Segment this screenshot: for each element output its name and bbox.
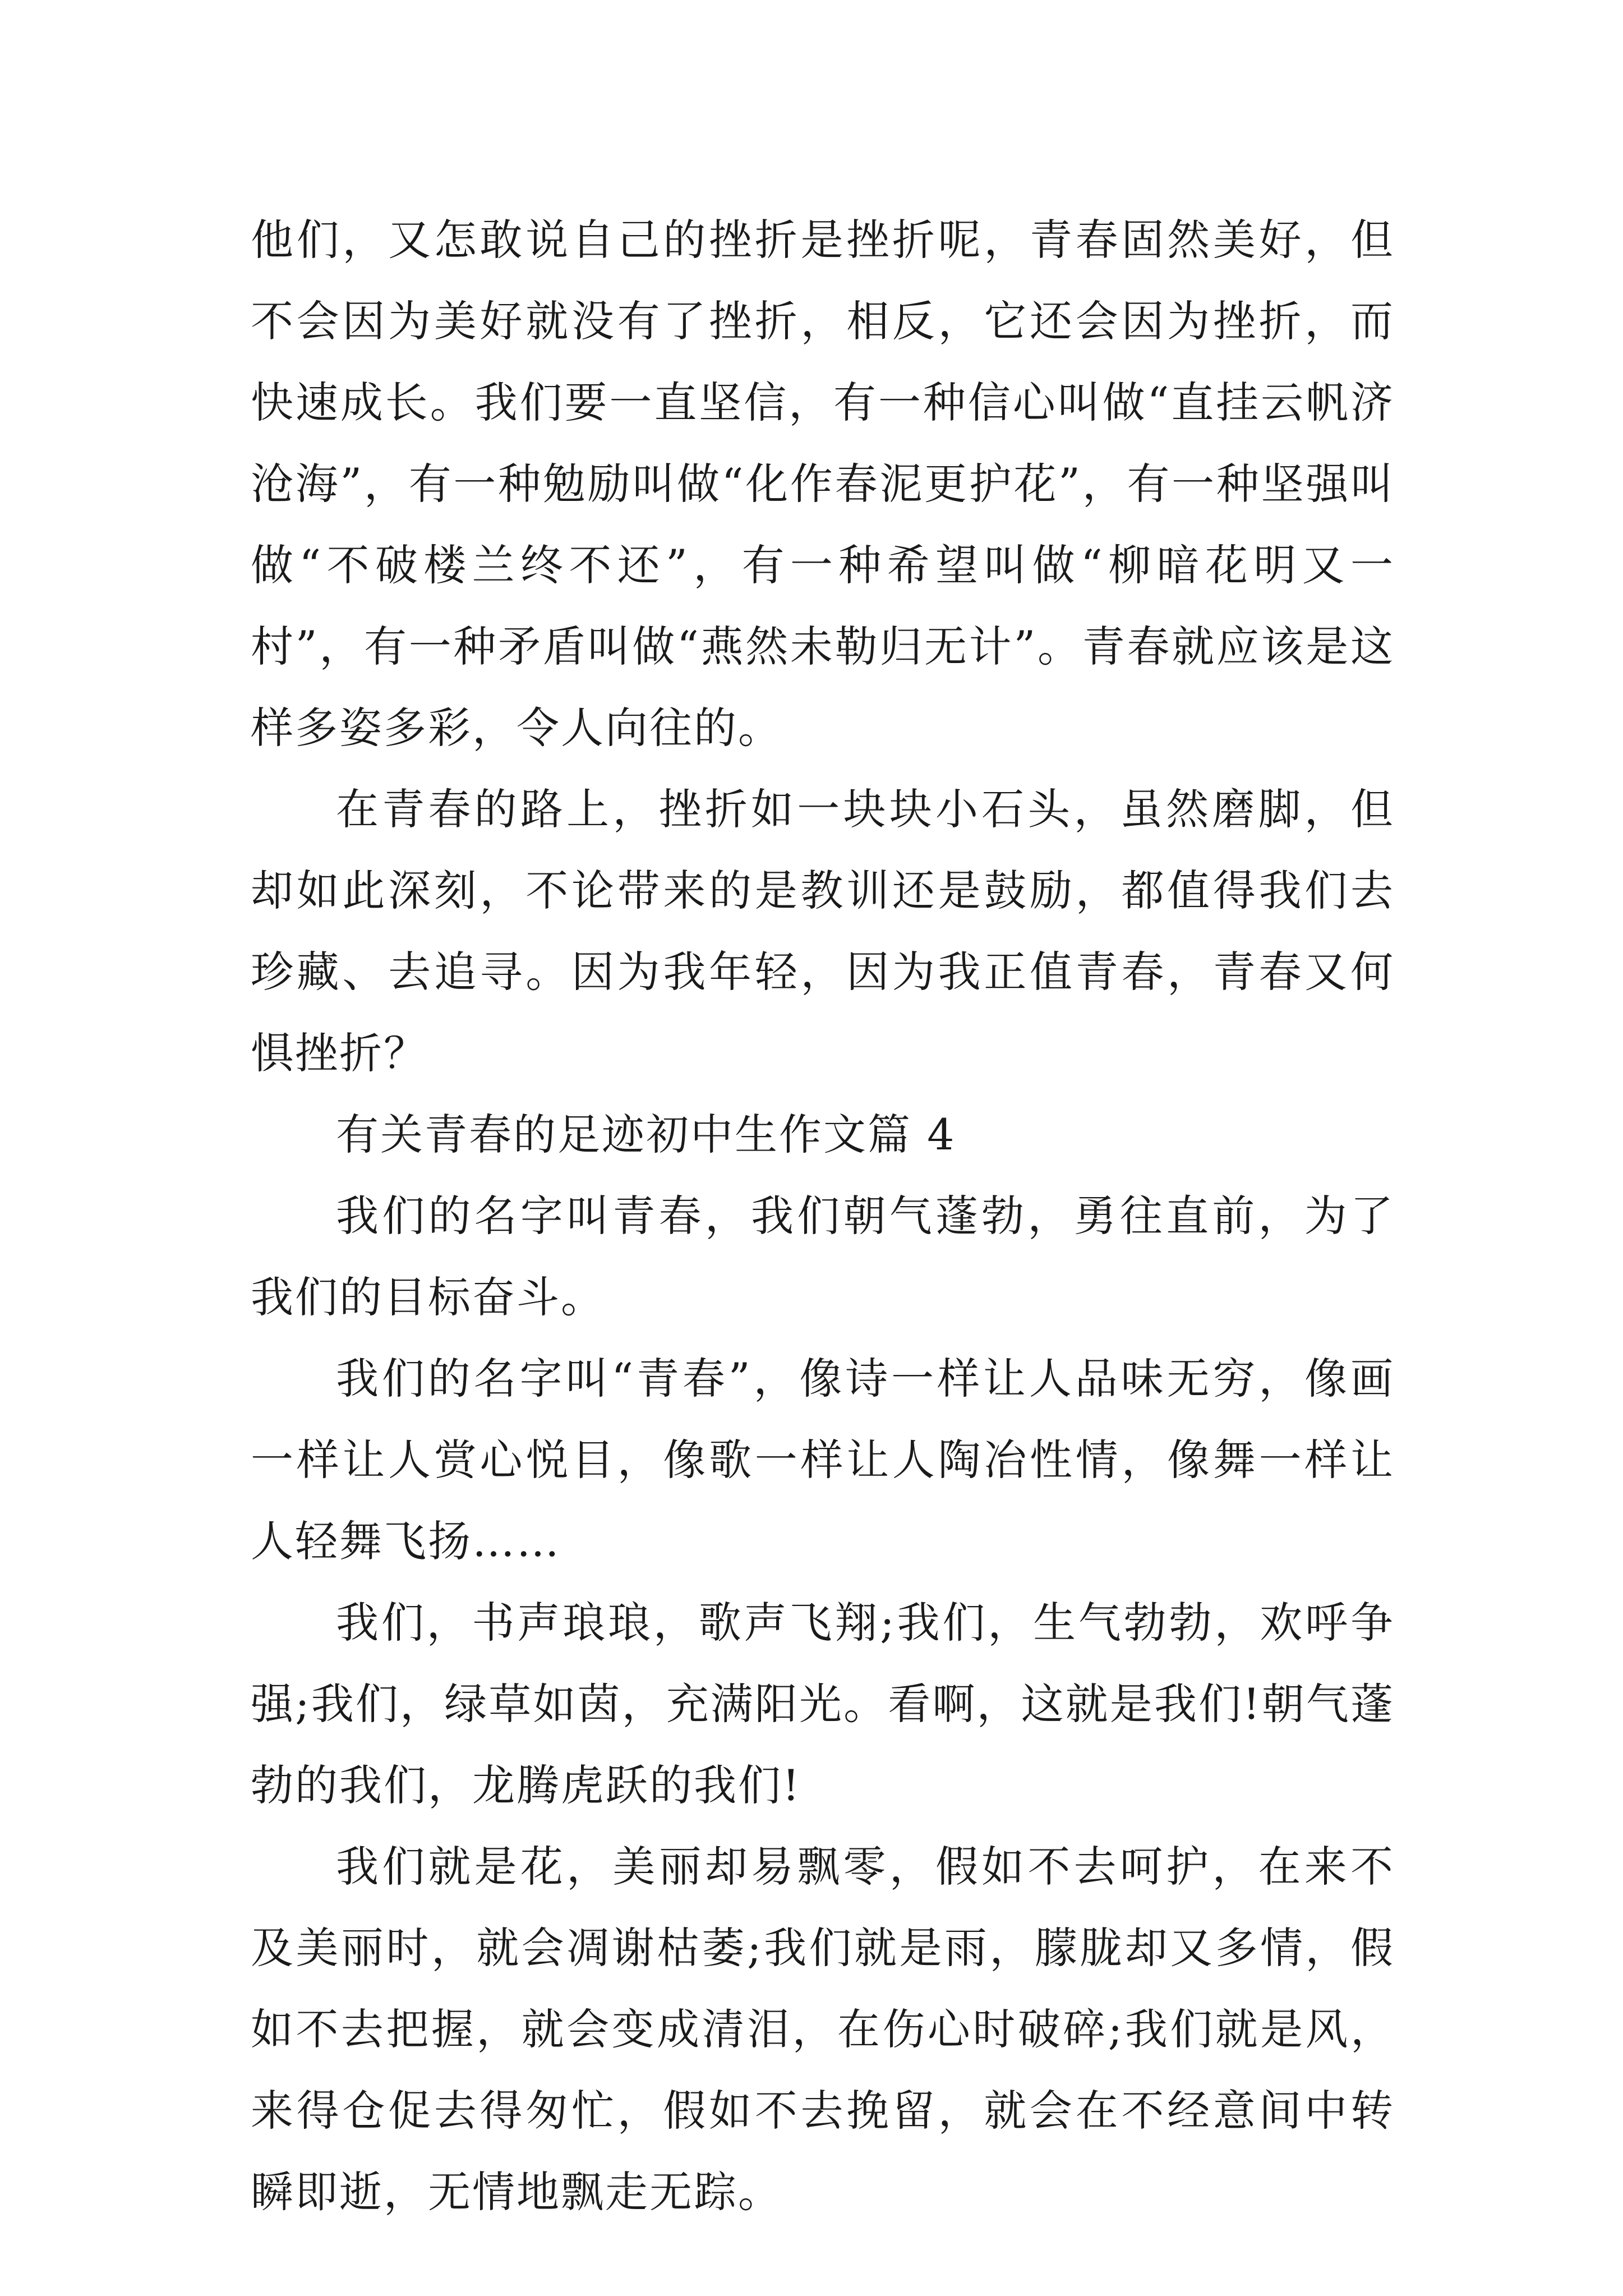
paragraph-6: 我们就是花，美丽却易飘零，假如不去呵护，在来不及美丽时，就会凋谢枯萎;我们就是雨，朦胧却又多情，假如不去把握，就会变成清泪，在伤心时破碎;我们就是风，来得仓促去得匆忙，假如不去挽留，就会在不经意间中转瞬即逝，无情地飘走无踪。 [251,1842,1395,2217]
paragraph-5: 我们，书声琅琅，歌声飞翔;我们，生气勃勃，欢呼争强;我们，绿草如茵，充满阳光。看啊，这就是我们!朝气蓬勃的我们，龙腾虎跃的我们! [251,1598,1395,1810]
paragraph-2: 在青春的路上，挫折如一块块小石头，虽然磨脚，但却如此深刻，不论带来的是教训还是鼓励，都值得我们去珍藏、去追寻。因为我年轻，因为我正值青春，青春又何惧挫折？ [251,784,1395,1078]
document-body [251,199,1395,2233]
paragraph-1: 他们，又怎敢说自己的挫折是挫折呢，青春固然美好，但不会因为美好就没有了挫折，相反，它还会因为挫折，而快速成长。我们要一直坚信，有一种信心叫做“直挂云帆济沧海”，有一种勉励叫做“化作春泥更护花”，有一种坚强叫做“不破楼兰终不还”，有一种希望叫做“柳暗花明又一村”，有一种矛盾叫做“燕然未勒归无计”。青春就应该是这样多姿多彩，令人向往的。 [251,215,1395,753]
section-heading: 有关青春的足迹初中生作文篇 4 [336,1110,956,1159]
paragraph-4: 我们的名字叫“青春”，像诗一样让人品味无穷，像画一样让人赏心悦目，像歌一样让人陶冶性情，像舞一样让人轻舞飞扬…… [251,1354,1395,1566]
paragraph-3: 我们的名字叫青春，我们朝气蓬勃，勇往直前，为了我们的目标奋斗。 [251,1191,1395,1322]
